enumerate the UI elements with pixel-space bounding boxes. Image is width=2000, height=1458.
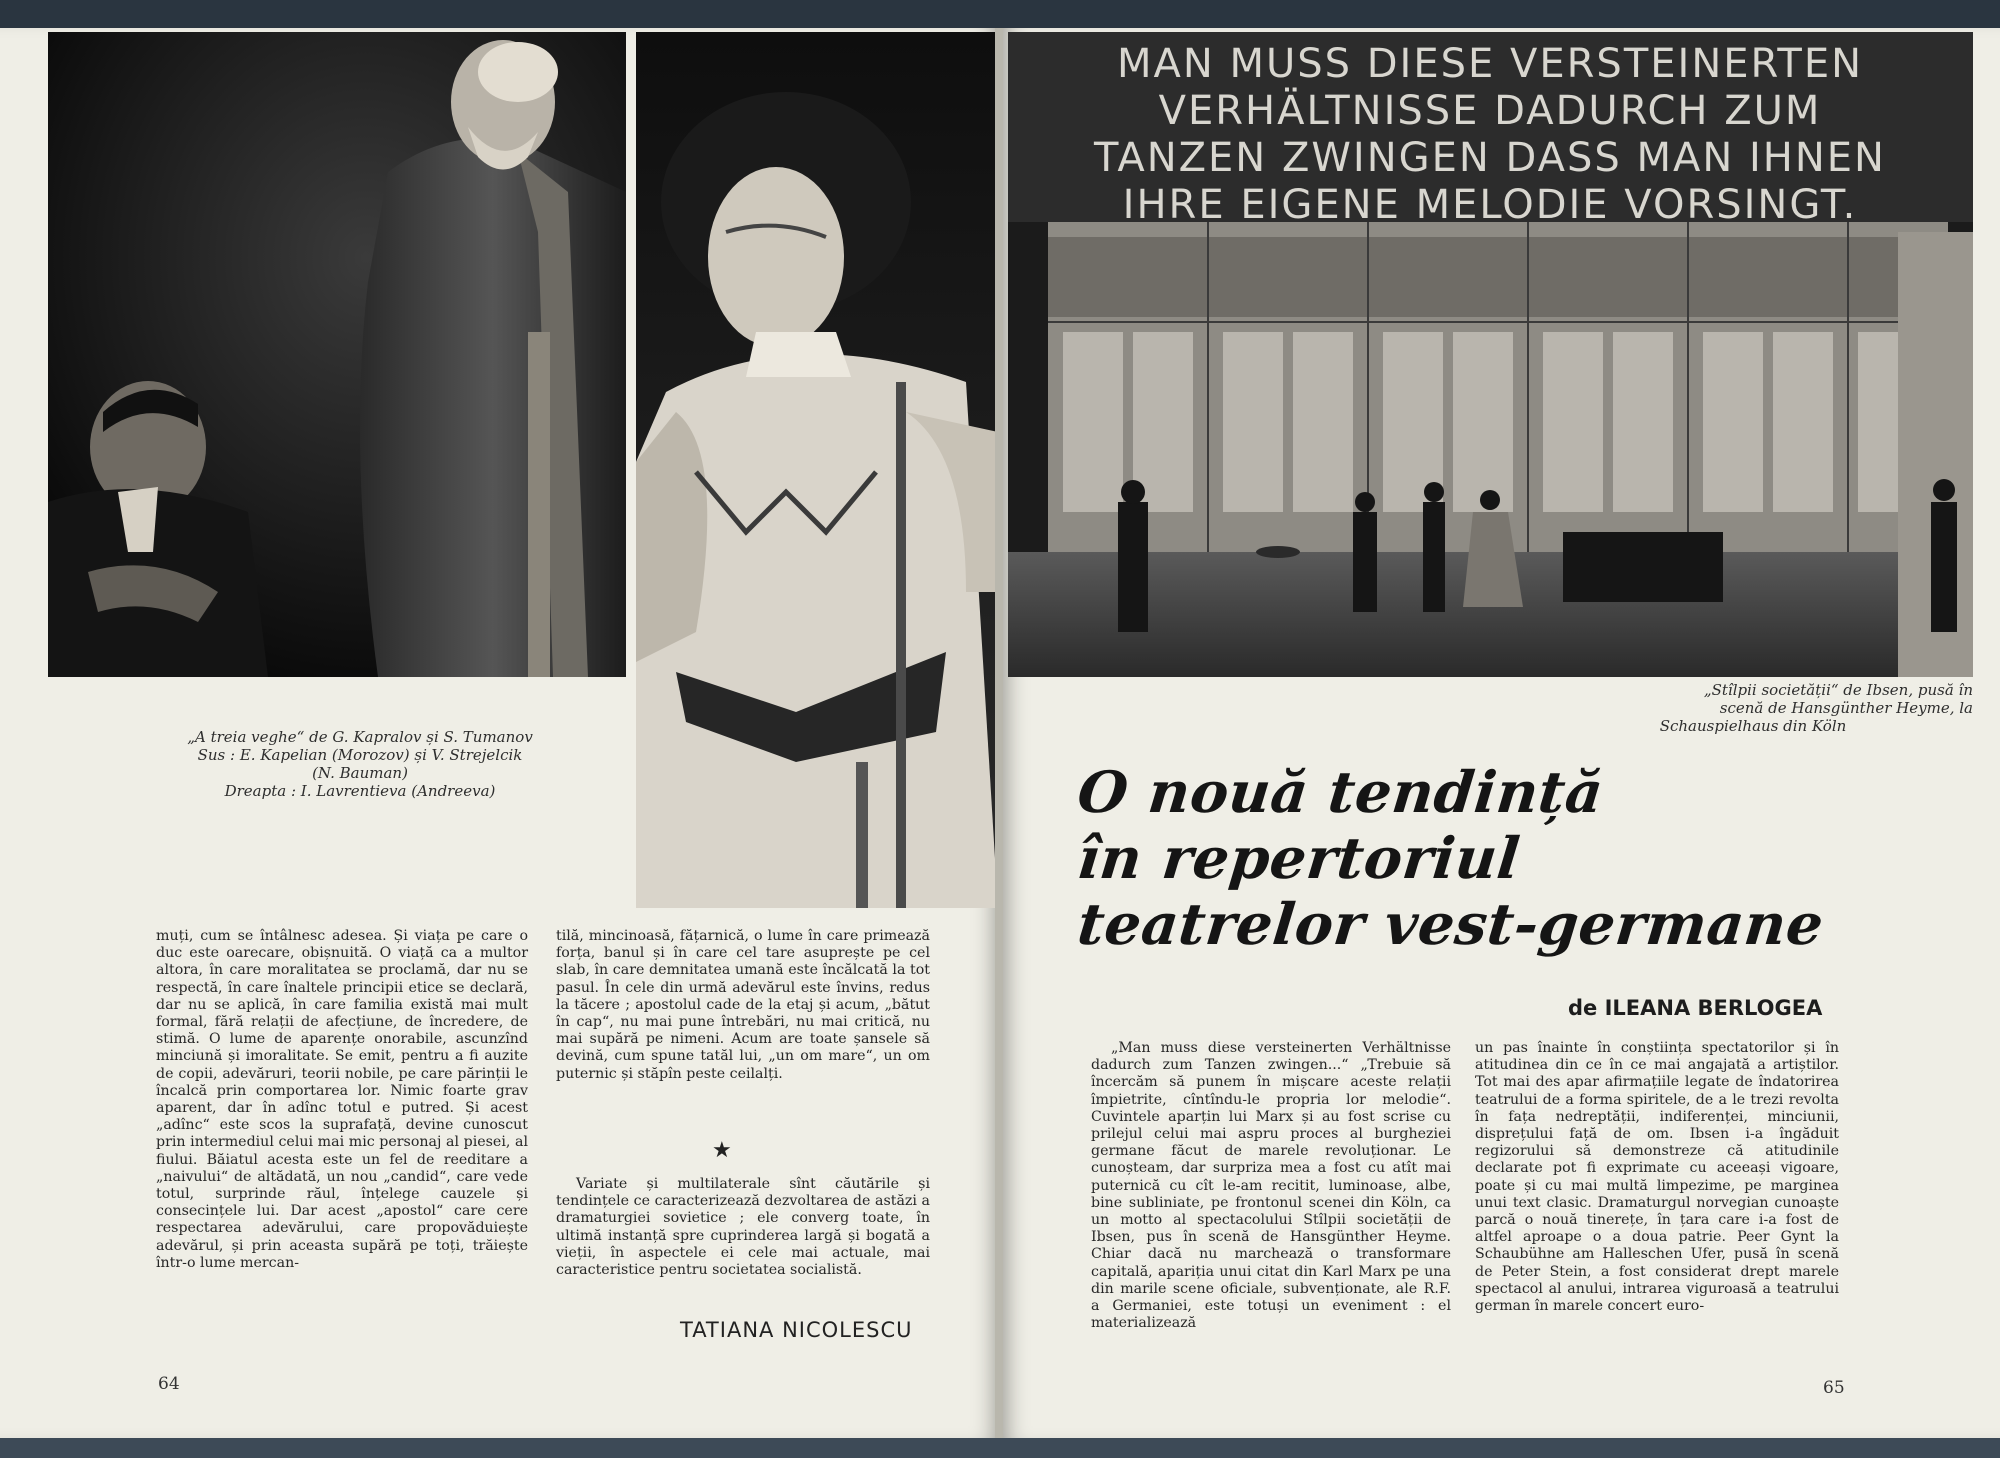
paragraph: muți, cum se întâlnesc adesea. Și viața pe care o duc este oarecare, obișnuită. O viață ca a multor altora, în care moralitatea se proclamă, dar nu se respectă, în care înaltele principii etice se declară, dar nu se aplică, în care familia există mai mult formal, fără relații de afecțiune, de încredere, de stimă. O lume de aparențe onorabile, ascunzînd minciună și imoralitate. Se emit, pentru a fi auzite de copii, adevăruri, teorii nobile, pe care părinții le încalcă prin comportarea lor. Nimic foarte grav aparent, dar în adînc totul e putred. Și acest „adînc“ este scos la suprafață, devine cunoscut prin intermediul celui mai mic personaj al piesei, al fiului. Băiatul acesta este un fel de reeditare a „naivului“ de altădată, un nou „candid“, care vede totul, surprinde răul, înțelege cauzele și consecințele lui. Dar acest „apostol“ care cere respectarea adevărului, care propovăduiește adevărul, și prin aceasta supără pe toți, trăiește într-o lume mercan-	[156, 928, 528, 1271]
photo-caption-right	[1533, 681, 1973, 735]
left-page	[0, 28, 998, 1438]
paragraph: „Man muss diese versteinerten Verhältnisse dadurch zum Tanzen zwingen...“ „Trebuie să încercăm să punem în mișcare aceste relații împietrite, cîntîndu-le propria lor melodie“. Cuvintele aparțin lui Marx și au fost scrise cu prilejul celui mai aspru proces al burgheziei germane făcut de marele revoluționar. Le cunoșteam, dar surpriza mea a fost cu atît mai puternică cu cît le-am recitit, luminoase, albe, bine subliniate, pe frontonul scenei din Köln, ca un motto al spectacolului Stîlpii societății de Ibsen, pus în scenă de Hansgünther Heyme. Chiar dacă nu marchează o transformare capitală, apariția unui citat din Karl Marx pe una din marile scene oficiale, subvenționate, ale R.F. a Germaniei, este totuși un eveniment : el materializează	[1091, 1040, 1451, 1332]
paragraph: Variate și multilaterale sînt căutările și tendințele ce caracterizează dezvoltarea de astăzi a dramaturgiei sovietice ; ele converg toate, în ultimă instanță spre cuprinderea largă și bogată a vieții, în aspectele ei cele mai actuale, mai caracteristice pentru societatea socialistă.	[556, 1176, 930, 1279]
author-signature: TATIANA NICOLESCU	[680, 1318, 913, 1342]
slogan-line: VERHÄLTNISSE DADURCH ZUM	[1158, 88, 1822, 134]
article-column-2-conclusion	[556, 1176, 930, 1279]
section-separator-star: ★	[712, 1138, 732, 1163]
photo-caption-left	[130, 728, 590, 800]
caption-line: Dreapta : I. Lavrentieva (Andreeva)	[224, 782, 496, 800]
caption-line: Sus : E. Kapelian (Morozov) și V. Strejelcik	[197, 746, 523, 764]
right-page	[1003, 28, 2000, 1438]
article-column-1	[156, 928, 528, 1272]
slogan-line: TANZEN ZWINGEN DASS MAN IHNEN	[1094, 135, 1886, 181]
paragraph: un pas înainte în conștiința spectatorilor și în atitudinea din ce în ce mai angajată a artiștilor. Tot mai des apar afirmațiile legate de îndatorirea teatrului de a forma spiritele, de a le trezi revolta în fața nedreptății, indiferenței, minciunii, disprețului față de om. Ibsen i-a îngăduit regizorului să demonstreze că atitudinile declarate pot fi exprimate cu aceeași vigoare, poate și cu mai multă limpezime, pe marginea unui text clasic. Dramaturgul norvegian cunoaște parcă o nouă tinerețe, în țara care i-a fost de altfel aproape o a doua patrie. Peer Gynt la Schaubühne am Halleschen Ufer, pusă în scenă de Peter Stein, a fost considerat drept marele spectacol al anului, intrarea viguroasă a teatrului german în marele concert euro-	[1475, 1040, 1839, 1315]
page-number: 65	[1823, 1378, 1845, 1398]
headline-line: teatrelor vest-germane	[1074, 891, 1827, 958]
headline-line: în repertoriul	[1074, 825, 1524, 892]
paragraph: tilă, mincinoasă, fățarnică, o lume în care primează forța, banul și în care cel tare asuprește pe cel slab, în care demnitatea umană este încălcată la tot pasul. În cele din urmă adevărul este învins, redus la tăcere ; apostolul cade de la etaj și acum, „bătut în cap“, nu mai pune întrebări, nu mai critică, nu mai supără pe nimeni. Acum are toate șansele să devină, cum spune tatăl lui, „un om mare“, un om puternic și stăpîn peste ceilalți.	[556, 928, 930, 1082]
caption-line: scenă de Hansgünther Heyme, la	[1719, 699, 1973, 717]
photo-kapelian-strejelcik	[48, 32, 626, 677]
headline-line: O nouă tendință	[1074, 759, 1607, 826]
article-column-2	[1475, 1040, 1839, 1315]
article-column-1	[1091, 1040, 1451, 1332]
article-byline: de ILEANA BERLOGEA	[1568, 996, 1823, 1020]
article-column-2	[556, 928, 930, 1083]
page-number: 64	[158, 1374, 180, 1394]
caption-line: Schauspielhaus din Köln	[1659, 717, 1847, 735]
photo-lavrentieva	[636, 32, 998, 908]
top-edge	[0, 0, 2000, 30]
slogan-line: IHRE EIGENE MELODIE VORSINGT.	[1122, 182, 1858, 228]
caption-line: „A treia veghe“ de G. Kapralov și S. Tumanov	[187, 728, 533, 746]
caption-line: (N. Bauman)	[312, 764, 408, 782]
article-headline	[1074, 759, 1827, 958]
caption-line: „Stîlpii societății“ de Ibsen, pusă în	[1703, 681, 1973, 699]
slogan-line: MAN MUSS DIESE VERSTEINERTEN	[1116, 41, 1864, 87]
photo-stilpii-societatii-stage	[1008, 32, 1973, 677]
